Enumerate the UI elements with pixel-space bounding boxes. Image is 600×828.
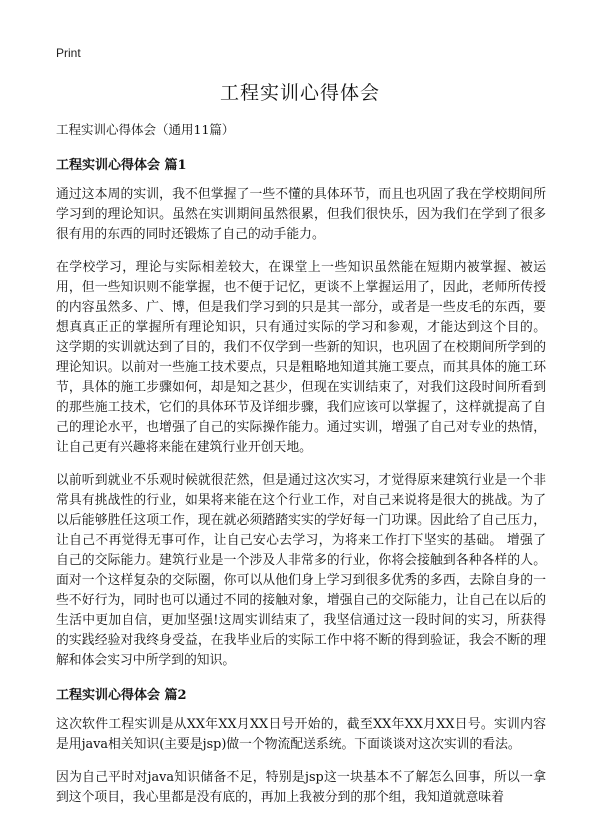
paragraph: 因为自己平时对java知识储备不足，特别是jsp这一块基本不了解怎么回事，所以一拿到这个项目，我心里都是没有底的，再加上我被分到的那个组，我知道就意味着 bbox=[56, 770, 546, 805]
document-subtitle: 工程实训心得体会（通用11篇） bbox=[56, 122, 235, 137]
document-body bbox=[56, 120, 546, 821]
section-heading: 工程实训心得体会 篇2 bbox=[56, 688, 187, 703]
print-label: Print bbox=[56, 46, 81, 60]
paragraph: 通过这本周的实训，我不但掌握了一些不懂的具体环节，而且也巩固了我在学校期间所学习到的理论知识。虽然在实训期间虽然很累，但我们很快乐，因为我们在学到了很多很有用的东西的同时还锻炼了自己的动手能力。 bbox=[56, 187, 546, 242]
paragraph: 这次软件工程实训是从XX年XX月XX日号开始的，截至XX年XX月XX日号。实训内容是用java相关知识(主要是jsp)做一个物流配送系统。下面谈谈对这次实训的看法。 bbox=[56, 717, 546, 752]
section-heading: 工程实训心得体会 篇1 bbox=[56, 158, 187, 173]
section-2 bbox=[56, 684, 546, 808]
section-1 bbox=[56, 154, 546, 671]
paragraph: 在学校学习，理论与实际相差较大，在课堂上一些知识虽然能在短期内被掌握、被运用，但一些知识则不能掌握，也不便于记忆，更谈不上掌握运用了，因此，老师所传授的内容虽然多、广、博，但是我们学习到的只是其一部分，或者是一些皮毛的东西，要想真真正正的掌握所有理论知识，只有通过实际的学习和参观，才能达到这个目的。 这学期的实训就达到了目的，我们不仅学到一些新的知识，也巩固了在校期间所学到的理论知识。以前对一些施工技术要点，只是粗略地知道其施工要点，而其具体的施工环节，具体的施工步骤如何，却是知之甚少，但现在实训结束了，对我们这段时间所看到的那些施工技术，它们的具体环节及详细步骤，我们应该可以掌握了，这样就提高了自己的理论水平，也增强了自己的实际操作能力。通过实训，增强了自己对专业的热情，让自己更有兴趣将来能在建筑行业开创天地。 bbox=[56, 260, 546, 455]
page-title: 工程实训心得体会 bbox=[219, 82, 380, 104]
paragraph: 以前听到就业不乐观时候就很茫然，但是通过这次实习，才觉得原来建筑行业是一个非常具有挑战性的行业，如果将来能在这个行业工作，对自己来说将是很大的挑战。为了以后能够胜任这项工作，现在就必须踏踏实实的学好每一门功课。因此给了自己压力，让自己不再觉得无事可作，让自己安心去学习，为将来工作打下坚实的基础。 增强了自己的交际能力。建筑行业是一个涉及人非常多的行业，你将会接触到各种各样的人。面对一个这样复杂的交际圈，你可以从他们身上学习到很多优秀的多西，去除自身的一些不好行为，同时也可以通过不同的接触对象，增强自己的交际能力，让自己在以后的生活中更加自信，更加坚强!这周实训结束了，我坚信通过这一段时间的实习，所获得的实践经验对我终身受益，在我毕业后的实际工作中将不断的得到验证，我会不断的理解和体会实习中所学到的知识。 bbox=[56, 473, 546, 668]
